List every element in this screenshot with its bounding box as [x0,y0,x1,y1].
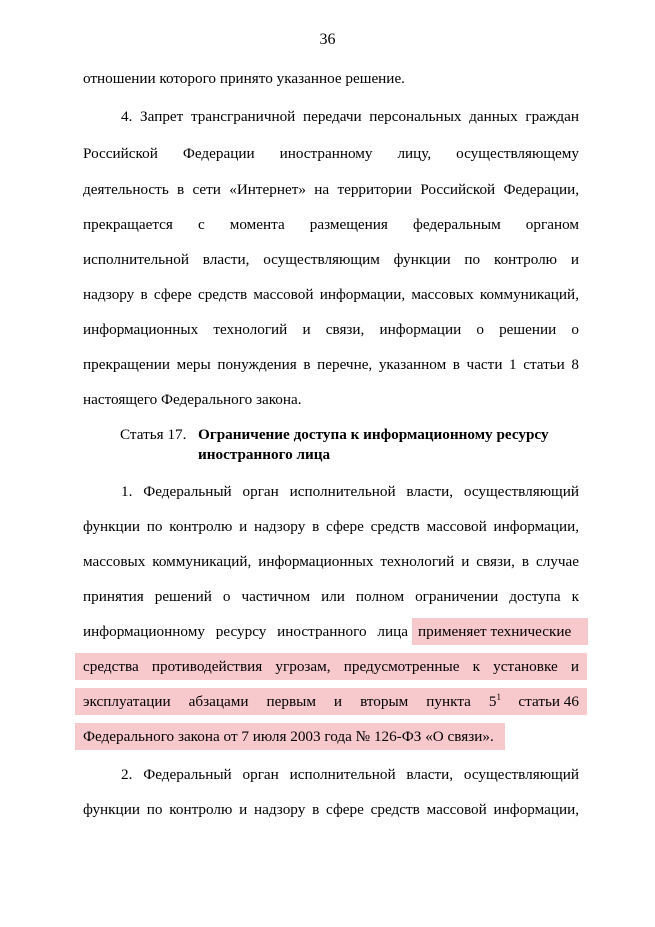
text-line: массовых коммуникаций, информационных технологий и связи, в случае [83,553,579,570]
text-line: прекращении меры понуждения в перечне, указанном в части 1 статьи 8 [83,356,579,373]
text-line: отношении которого принято указанное решение. [83,70,405,87]
text-line: Российской Федерации иностранному лицу, осуществляющему [83,145,579,162]
text-line: 2. Федеральный орган исполнительной власти, осуществляющий [121,766,579,783]
text-line: исполнительной власти, осуществляющим функции по контролю и [83,251,579,268]
highlighted-text: средства противодействия угрозам, предусмотренные к установке и [83,658,579,675]
highlighted-text-part: эксплуатации абзацами первым и вторым пункта 5 [83,693,497,710]
highlighted-text: Федерального закона от 7 июля 2003 года № 126-ФЗ «О связи». [83,728,494,745]
text-line: функции по контролю и надзору в сфере средств массовой информации, [83,518,579,535]
text-line: прекращается с момента размещения федеральным органом [83,216,579,233]
highlighted-text: статьи 46 [518,693,579,710]
page-number: 36 [319,31,336,48]
text-line: принятия решений о частичном или полном ограничении доступа к [83,588,579,605]
text-line: функции по контролю и надзору в сфере средств массовой информации, [83,801,579,818]
text-line: надзору в сфере средств массовой информации, массовых коммуникаций, [83,286,579,303]
article-label: Статья 17. [120,426,187,443]
superscript: 1 [496,692,501,702]
text-line: настоящего Федерального закона. [83,391,302,408]
text-line: 4. Запрет трансграничной передачи персональных данных граждан [121,108,579,125]
text-line: деятельность в сети «Интернет» на территории Российской Федерации, [83,181,579,198]
text-line: 1. Федеральный орган исполнительной власти, осуществляющий [121,483,579,500]
highlighted-text: применяет технические [418,623,572,640]
article-title: Ограничение доступа к информационному ресурсу иностранного лица [198,426,549,463]
text-line: информационных технологий и связи, информации о решении о [83,321,579,338]
text-line: информационному ресурсу иностранного лица [83,623,408,640]
highlighted-text [83,690,501,714]
